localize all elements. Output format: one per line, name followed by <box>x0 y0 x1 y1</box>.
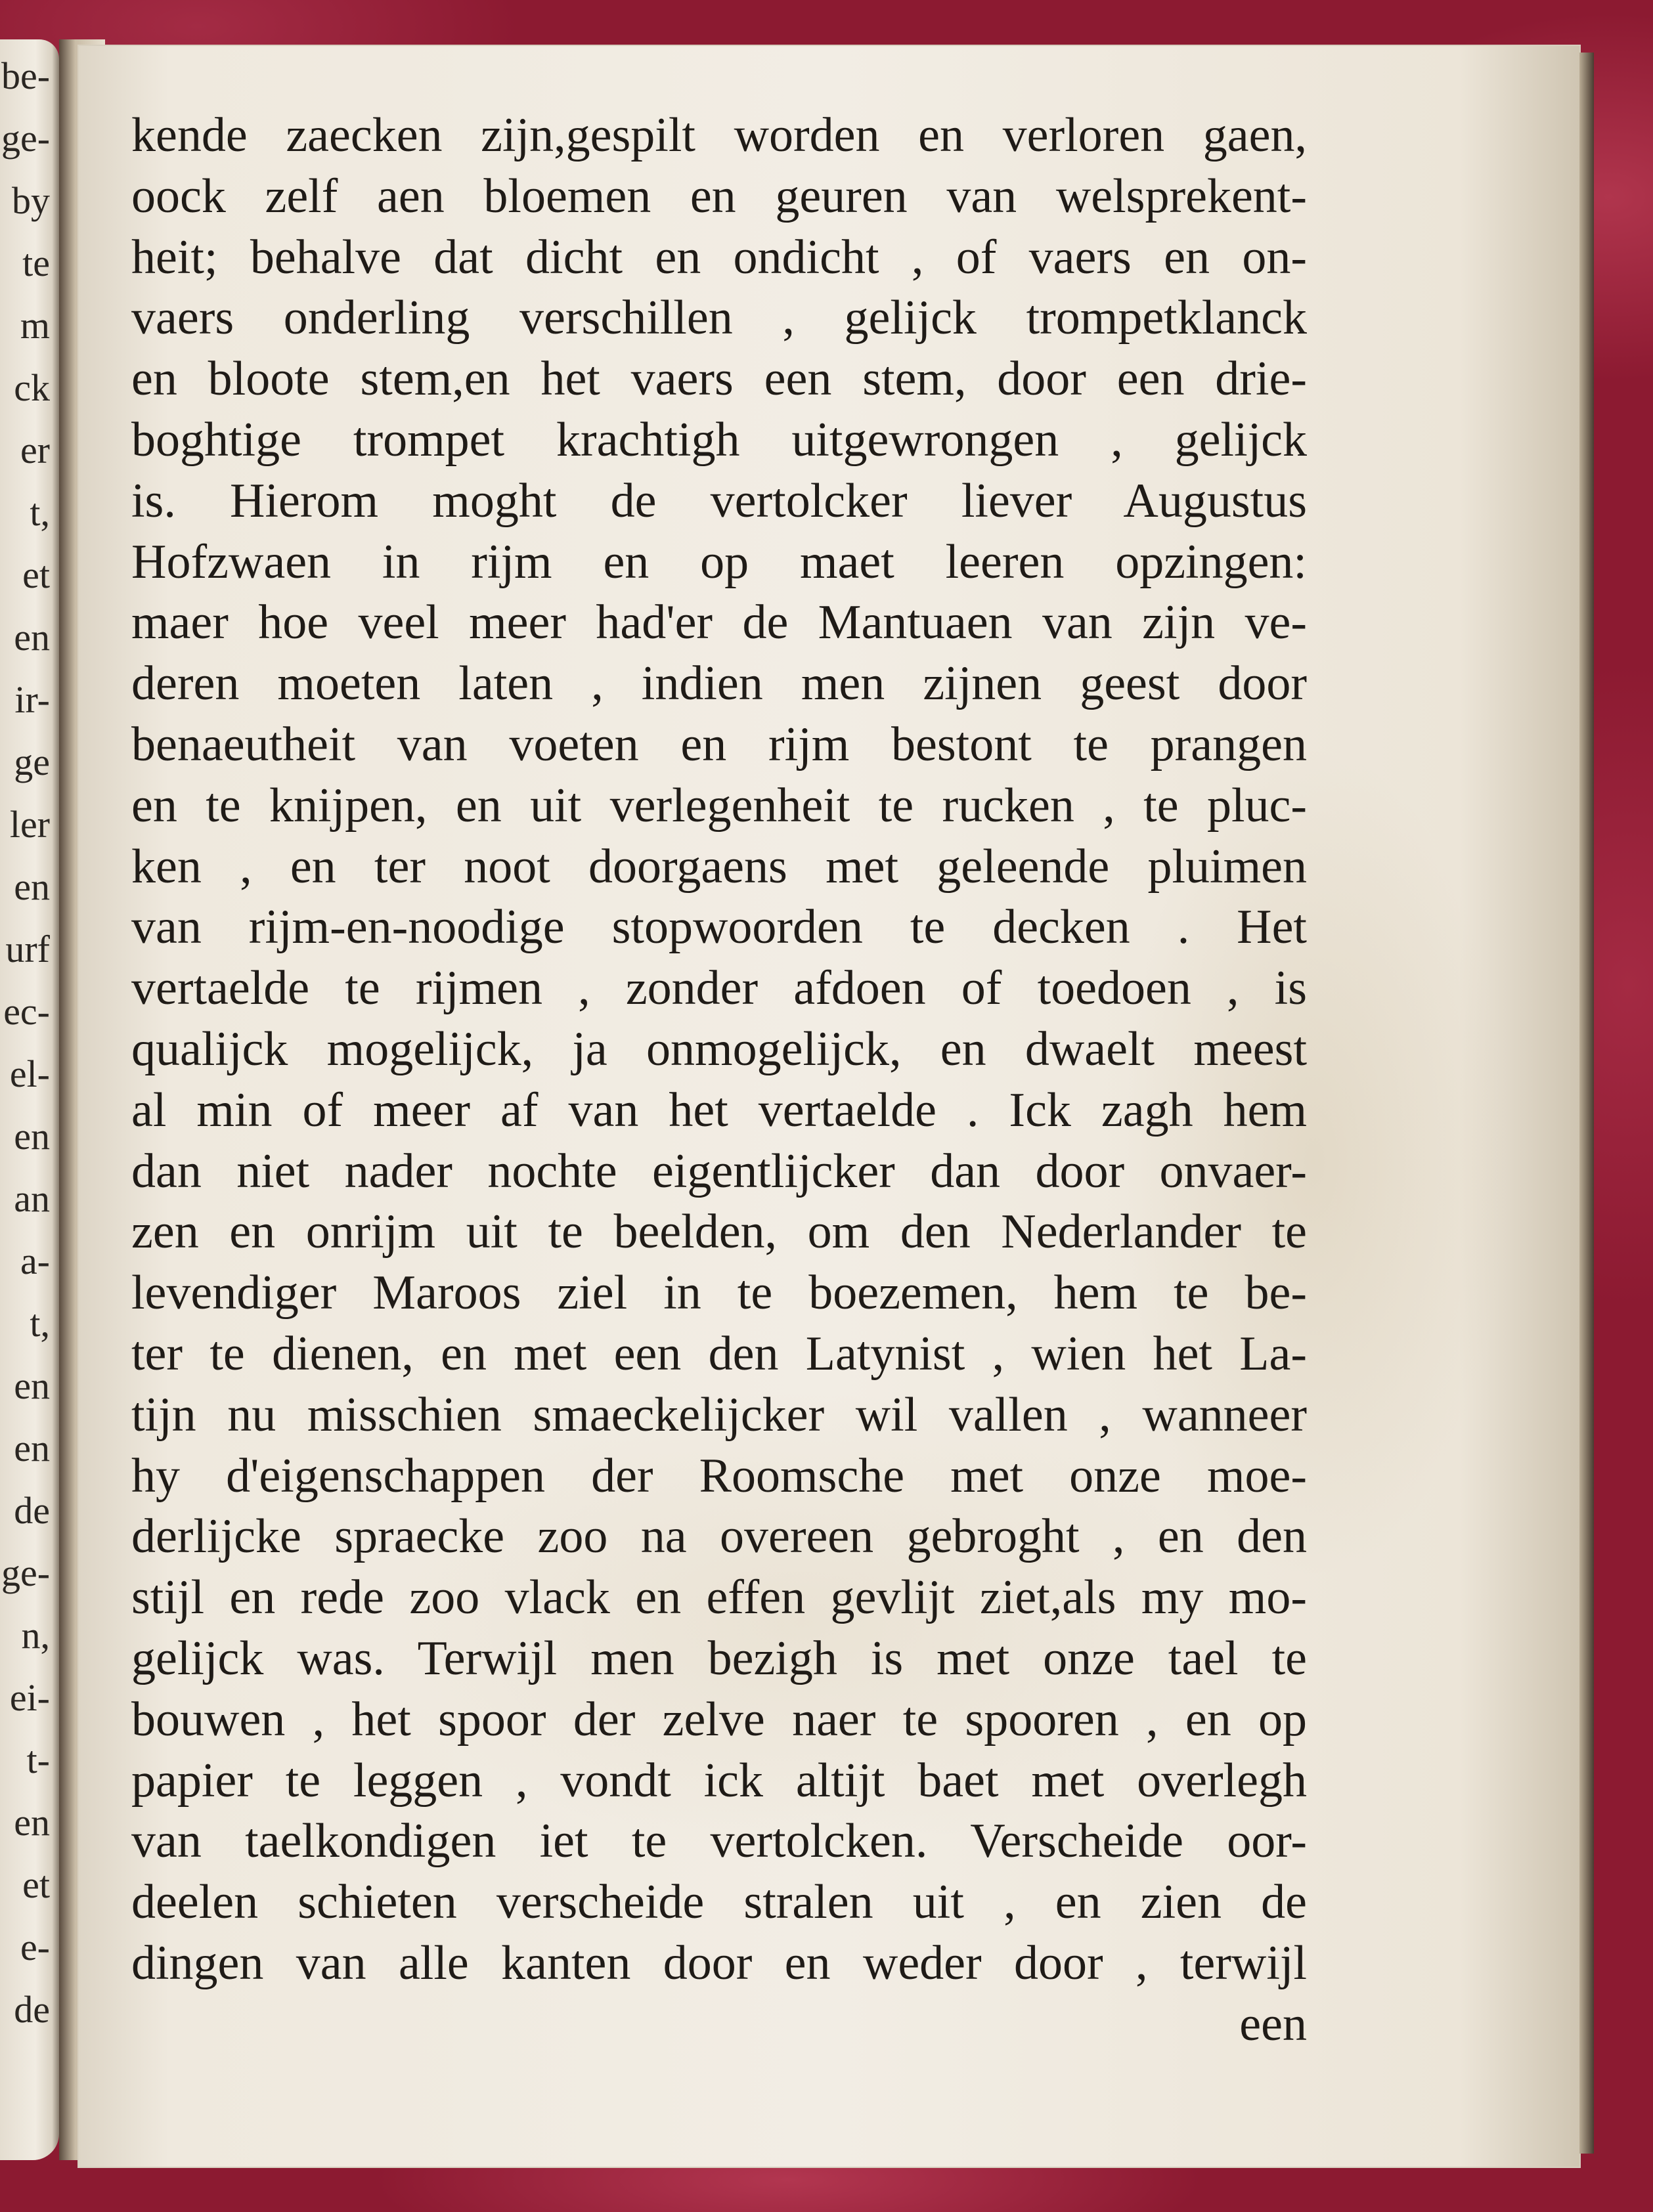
facing-page-fragment: en <box>14 1115 50 1158</box>
facing-page-fragment: ei- <box>9 1676 50 1719</box>
text-line: van taelkondigen iet te vertolcken. Verscheide oor- <box>131 1814 1307 1869</box>
text-line: deelen schieten verscheide stralen uit , en zien de <box>131 1875 1307 1930</box>
facing-page-fragment: an <box>14 1177 50 1220</box>
text-line: kende zaecken zijn,gespilt worden en verloren gaen, <box>131 108 1307 162</box>
facing-page-fragment: by <box>12 179 50 222</box>
page-text-block <box>131 105 1307 2055</box>
facing-page-fragment: n, <box>21 1614 50 1657</box>
text-line: dingen van alle kanten door en weder door , terwijl <box>131 1936 1307 1990</box>
facing-page-fragment: m <box>20 304 50 347</box>
text-line: stijl en rede zoo vlack en effen gevlijt ziet,als my mo- <box>131 1571 1307 1625</box>
text-line: benaeutheit van voeten en rijm bestont te prangen <box>131 717 1307 771</box>
facing-page-fragment: ck <box>14 366 50 409</box>
text-line: ken , en ter noot doorgaens met geleende pluimen <box>131 839 1307 894</box>
facing-page-fragment: t, <box>30 491 50 534</box>
text-line: en bloote stem,en het vaers een stem, door een drie- <box>131 352 1307 406</box>
text-line: zen en onrijm uit te beelden, om den Nederlander te <box>131 1205 1307 1259</box>
facing-page-fragment: en <box>14 1427 50 1469</box>
text-line: tijn nu misschien smaeckelijcker wil vallen , wanneer <box>131 1387 1307 1442</box>
page-edge <box>1579 53 1594 2154</box>
facing-page-fragment: urf <box>5 928 50 970</box>
facing-page-fragment: ge- <box>1 1551 51 1594</box>
facing-page-fragment: t- <box>26 1739 50 1781</box>
facing-page-fragment: ir- <box>14 678 50 721</box>
text-line: oock zelf aen bloemen en geuren van welsprekent- <box>131 169 1307 223</box>
text-line: ter te dienen, en met een den Latynist , wien het La- <box>131 1326 1307 1381</box>
text-line: vaers onderling verschillen , gelijck trompetklanck <box>131 291 1307 345</box>
text-line: bouwen , het spoor der zelve naer te spooren , en op <box>131 1692 1307 1746</box>
text-line: Hofzwaen in rijm en op maet leeren opzingen: <box>131 534 1307 589</box>
text-line: gelijck was. Terwijl men bezigh is met onze tael te <box>131 1631 1307 1685</box>
facing-page-fragment: en <box>14 1801 50 1844</box>
text-line: dan niet nader nochte eigentlijcker dan door onvaer- <box>131 1144 1307 1198</box>
facing-page-left <box>0 39 59 2160</box>
facing-page-fragment: et <box>22 553 50 596</box>
facing-page-fragment: en <box>14 1364 50 1407</box>
facing-page-fragment: a- <box>20 1240 50 1282</box>
text-line: en te knijpen, en uit verlegenheit te rucken , te pluc- <box>131 778 1307 833</box>
book-page <box>79 46 1579 2167</box>
text-line: maer hoe veel meer had'er de Mantuaen van zijn ve- <box>131 596 1307 650</box>
facing-page-fragment: en <box>14 865 50 908</box>
text-line: levendiger Maroos ziel in te boezemen, hem te be- <box>131 1266 1307 1320</box>
text-line: hy d'eigenschappen der Roomsche met onze moe- <box>131 1448 1307 1503</box>
facing-page-fragment: e- <box>20 1926 50 1968</box>
text-line: derlijcke spraecke zoo na overeen gebroght , en den <box>131 1509 1307 1564</box>
facing-page-fragment: t, <box>30 1302 50 1345</box>
text-line: boghtige trompet krachtigh uitgewrongen , gelijck <box>131 412 1307 467</box>
text-line: heit; behalve dat dicht en ondicht , of vaers en on- <box>131 230 1307 284</box>
facing-page-fragment: er <box>20 429 50 471</box>
text-line: vertaelde te rijmen , zonder afdoen of toedoen , is <box>131 961 1307 1016</box>
text-line: is. Hierom moght de vertolcker liever Augustus <box>131 473 1307 528</box>
text-line: papier te leggen , vondt ick altijt baet met overlegh <box>131 1753 1307 1808</box>
facing-page-fragment: ge <box>14 741 50 783</box>
facing-page-fragment: de <box>14 1988 50 2031</box>
text-line: deren moeten laten , indien men zijnen geest door <box>131 657 1307 711</box>
facing-page-fragment: te <box>22 242 50 284</box>
facing-page-fragment: ge- <box>1 117 51 160</box>
facing-page-fragment: be- <box>1 54 51 97</box>
facing-page-fragment: de <box>14 1489 50 1532</box>
facing-page-fragment: en <box>14 616 50 659</box>
text-line: van rijm-en-noodige stopwoorden te decken . Het <box>131 900 1307 955</box>
facing-page-fragment: ler <box>9 803 50 846</box>
text-line: qualijck mogelijck, ja onmogelijck, en dwaelt meest <box>131 1022 1307 1076</box>
catchword: een <box>1239 1997 1307 2051</box>
facing-page-fragment: el- <box>9 1052 50 1095</box>
facing-page-fragment: et <box>22 1863 50 1906</box>
text-line: al min of meer af van het vertaelde . Ick zagh hem <box>131 1083 1307 1137</box>
facing-page-fragment: ec- <box>3 990 50 1033</box>
